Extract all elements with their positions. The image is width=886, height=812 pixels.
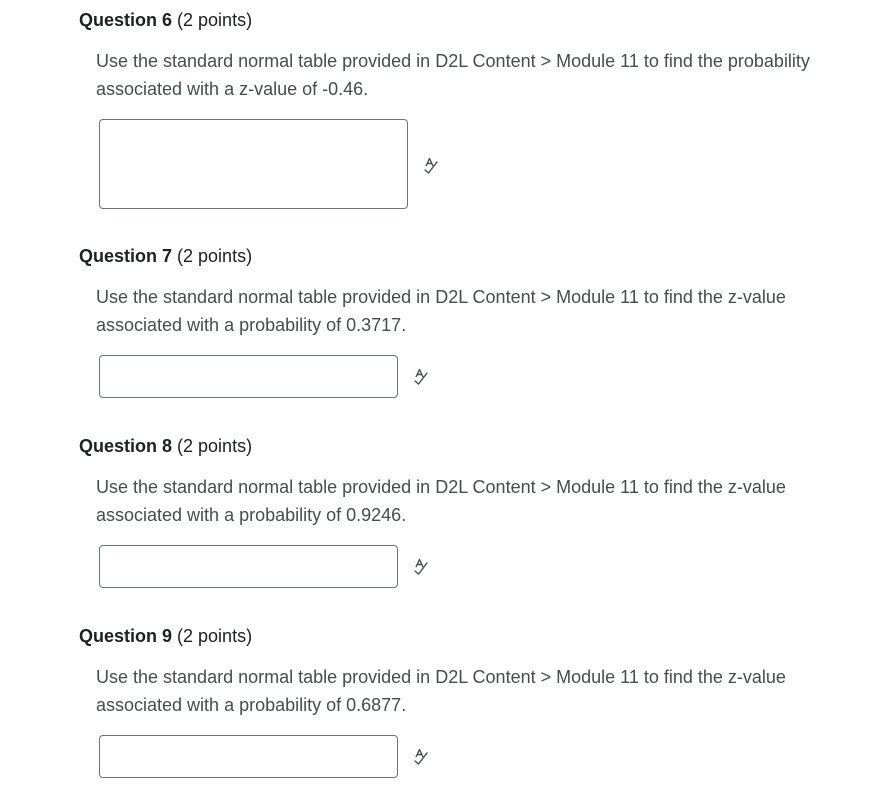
question-title xyxy=(79,625,252,647)
answer-textarea[interactable] xyxy=(99,119,408,209)
spell-check-icon[interactable] xyxy=(412,558,430,576)
question-title xyxy=(79,9,252,31)
question-7 xyxy=(0,245,886,405)
question-text: Use the standard normal table provided in D2L Content > Module 11 to find the probability associated with a z-value of -0.46. xyxy=(96,51,810,99)
question-text: Use the standard normal table provided in D2L Content > Module 11 to find the z-value associated with a probability of 0.9246. xyxy=(96,477,786,525)
question-points: (2 points) xyxy=(177,246,253,266)
question-text: Use the standard normal table provided in D2L Content > Module 11 to find the z-value associated with a probability of 0.6877. xyxy=(96,667,786,715)
answer-input[interactable] xyxy=(99,355,398,398)
spell-check-icon[interactable] xyxy=(412,748,430,766)
question-number: Question 6 xyxy=(79,10,173,30)
question-text: Use the standard normal table provided in D2L Content > Module 11 to find the z-value associated with a probability of 0.3717. xyxy=(96,287,786,335)
question-number: Question 8 xyxy=(79,436,173,456)
question-points: (2 points) xyxy=(177,10,253,30)
question-number: Question 7 xyxy=(79,246,173,266)
question-8 xyxy=(0,435,886,595)
question-6 xyxy=(0,9,886,224)
question-points: (2 points) xyxy=(177,436,253,456)
question-number: Question 9 xyxy=(79,626,173,646)
question-title xyxy=(79,245,252,267)
question-points: (2 points) xyxy=(177,626,253,646)
spell-check-icon[interactable] xyxy=(422,157,440,175)
question-9 xyxy=(0,625,886,785)
answer-input[interactable] xyxy=(99,735,398,778)
answer-input[interactable] xyxy=(99,545,398,588)
spell-check-icon[interactable] xyxy=(412,368,430,386)
question-title xyxy=(79,435,252,457)
